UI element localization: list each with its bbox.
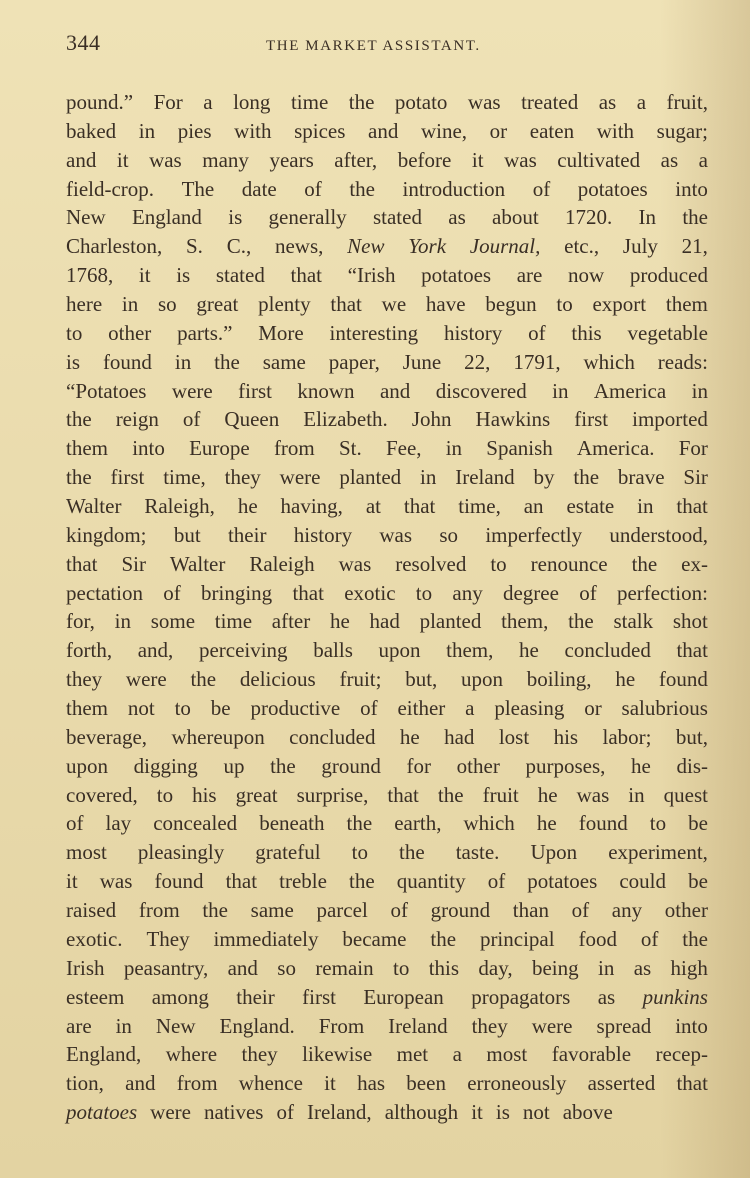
text-line: for, in some time after he had planted them, the stalk shot [66, 609, 708, 634]
text-line: are in New England. From Ireland they were spread into [66, 1013, 708, 1038]
text-line: and it was many years after, before it was cultivated as a [66, 147, 708, 172]
text-line: England, where they likewise met a most favorable recep- [66, 1042, 708, 1067]
text-line: here in so great plenty that we have begun to export them [66, 292, 708, 317]
text-line: exotic. They immediately became the principal food of the [66, 926, 708, 951]
text-line: Walter Raleigh, he having, at that time, an estate in that [66, 494, 708, 519]
text-line: pectation of bringing that exotic to any degree of perfection: [66, 580, 708, 605]
text-line: upon digging up the ground for other purposes, he dis- [66, 753, 708, 778]
text-line: that Sir Walter Raleigh was resolved to renounce the ex- [66, 551, 708, 576]
text-line: potatoes were natives of Ireland, although it is not above [66, 1100, 613, 1125]
text-line: to other parts.” More interesting history of this vegetable [66, 320, 708, 345]
text-line: 1768, it is stated that “Irish potatoes are now produced [66, 263, 708, 288]
text-line: raised from the same parcel of ground than of any other [66, 898, 708, 923]
text-line: baked in pies with spices and wine, or eaten with sugar; [66, 118, 708, 143]
text-line: kingdom; but their history was so imperfectly understood, [66, 522, 708, 547]
text-line: they were the delicious fruit; but, upon boiling, he found [66, 667, 708, 692]
running-head [66, 30, 710, 60]
text-line: tion, and from whence it has been erroneously asserted that [66, 1071, 708, 1096]
text-line: the first time, they were planted in Ireland by the brave Sir [66, 465, 708, 490]
text-line: “Potatoes were first known and discovered in America in [66, 378, 708, 403]
page-number: 344 [66, 30, 101, 55]
text-line: them not to be productive of either a pleasing or salubrious [66, 696, 708, 721]
text-line: forth, and, perceiving balls upon them, he concluded that [66, 638, 708, 663]
text-line: the reign of Queen Elizabeth. John Hawkins first imported [66, 407, 708, 432]
body-text [66, 88, 708, 1127]
text-line: esteem among their first European propagators as punkins [66, 984, 708, 1009]
text-line: them into Europe from St. Fee, in Spanish America. For [66, 436, 708, 461]
text-line: New England is generally stated as about 1720. In the [66, 205, 708, 230]
text-line: pound.” For a long time the potato was treated as a fruit, [66, 90, 708, 114]
text-line: is found in the same paper, June 22, 1791, which reads: [66, 349, 708, 374]
text-line: it was found that treble the quantity of potatoes could be [66, 869, 708, 894]
text-line: of lay concealed beneath the earth, which he found to be [66, 811, 708, 836]
text-line: Irish peasantry, and so remain to this day, being in as high [66, 955, 708, 980]
text-line: most pleasingly grateful to the taste. Upon experiment, [66, 840, 708, 865]
text-line: covered, to his great surprise, that the fruit he was in quest [66, 782, 708, 807]
text-line: field-crop. The date of the introduction of potatoes into [66, 176, 708, 201]
text-line: beverage, whereupon concluded he had lost his labor; but, [66, 724, 708, 749]
text-line: Charleston, S. C., news, New York Journal, etc., July 21, [66, 234, 708, 259]
running-title: THE MARKET ASSISTANT. [266, 38, 481, 54]
